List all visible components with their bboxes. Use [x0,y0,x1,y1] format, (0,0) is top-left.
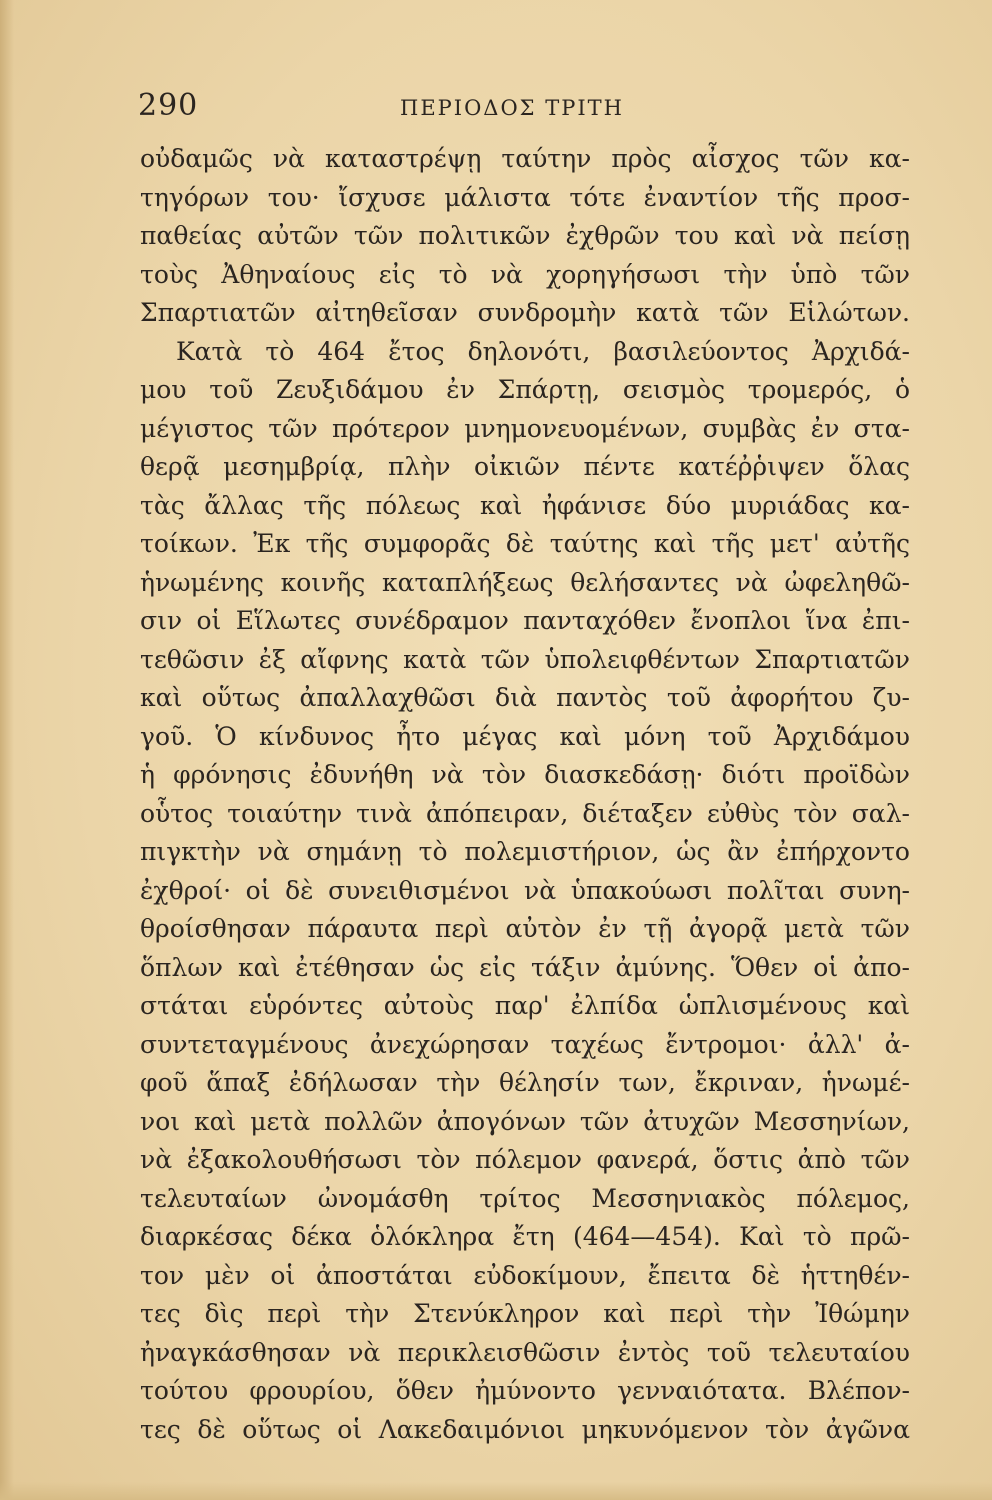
text-line: παθείας αὐτῶν τῶν πολιτικῶν ἐχθρῶν του καὶ νὰ πείσῃ [140,221,910,250]
text-line: οὗτος τοιαύτην τινὰ ἀπόπειραν, διέταξεν εὐθὺς τὸν σαλ- [140,798,910,828]
text-line: τὰς ἄλλας τῆς πόλεως καὶ ἠφάνισε δύο μυριάδας κα- [140,490,910,520]
text-line: μου τοῦ Ζευξιδάμου ἐν Σπάρτῃ, σεισμὸς τρομερός, ὁ [140,375,910,404]
text-line: νοι καὶ μετὰ πολλῶν ἀπογόνων τῶν ἀτυχῶν Μεσσηνίων, [140,1106,910,1136]
text-line: μέγιστος τῶν πρότερον μνημονευομένων, συμβὰς ἐν στα- [140,413,910,443]
text-line: τες δὲ οὕτως οἱ Λακεδαιμόνιοι μηκυνόμενον τὸν ἀγῶνα [140,1414,910,1444]
text-line: καὶ οὕτως ἀπαλλαχθῶσι διὰ παντὸς τοῦ ἀφορήτου ζυ- [140,683,910,712]
page-number: 290 [138,88,199,123]
text-line: Σπαρτιατῶν αἰτηθεῖσαν συνδρομὴν κατὰ τῶν Εἱλώτων. [140,298,910,327]
text-line: οὐδαμῶς νὰ καταστρέψῃ ταύτην πρὸς αἶσχος τῶν κα- [140,144,910,173]
paragraph-start-line: Κατὰ τὸ 464 ἔτος δηλονότι, βασιλεύοντος Ἀρχιδά- [176,336,910,366]
text-line: ὅπλων καὶ ἐτέθησαν ὡς εἰς τάξιν ἀμύνης. Ὅθεν οἱ ἀπο- [140,952,910,982]
text-line: τελευταίων ὠνομάσθη τρίτος Μεσσηνιακὸς πόλεμος, [140,1183,910,1213]
text-line: τηγόρων του· ἴσχυσε μάλιστα τότε ἐναντίον τῆς προσ- [140,182,910,212]
text-line: τεθῶσιν ἐξ αἴφνης κατὰ τῶν ὑπολειφθέντων Σπαρτιατῶν [140,644,910,674]
page-edge-shadow [0,0,14,1500]
text-line: θερᾷ μεσημβρίᾳ, πλὴν οἰκιῶν πέντε κατέῤῥιψεν ὅλας [140,452,910,481]
text-line: νὰ ἐξακολουθήσωσι τὸν πόλεμον φανερά, ὅστις ἀπὸ τῶν [140,1145,910,1174]
text-line: τες δὶς περὶ τὴν Στενύκληρον καὶ περὶ τὴν Ἰθώμην [140,1299,910,1328]
text-line: γοῦ. Ὁ κίνδυνος ἦτο μέγας καὶ μόνη τοῦ Ἀρχιδάμου [140,721,910,751]
running-title: ΠΕΡΙΟΔΟΣ ΤΡΙΤΗ [400,96,624,120]
page-header [138,88,908,128]
text-line: σιν οἱ Εἵλωτες συνέδραμον πανταχόθεν ἔνοπλοι ἵνα ἐπι- [140,606,910,635]
text-line: τον μὲν οἱ ἀποστάται εὐδοκίμουν, ἔπειτα δὲ ἡττηθέν- [140,1260,910,1290]
text-line: ἡ φρόνησις ἐδυνήθη νὰ τὸν διασκεδάσῃ· διότι προϊδὼν [140,760,910,789]
page-bottom-shadow [0,1482,992,1500]
text-line: θροίσθησαν πάραυτα περὶ αὐτὸν ἐν τῇ ἀγορᾷ μετὰ τῶν [140,914,910,943]
text-line: πιγκτὴν νὰ σημάνῃ τὸ πολεμιστήριον, ὡς ἂν ἐπήρχοντο [140,837,910,866]
text-line: τοὺς Ἀθηναίους εἰς τὸ νὰ χορηγήσωσι τὴν ὑπὸ τῶν [140,259,910,289]
text-line: ἠναγκάσθησαν νὰ περικλεισθῶσιν ἐντὸς τοῦ τελευταίου [140,1337,910,1367]
text-line: τοίκων. Ἐκ τῆς συμφορᾶς δὲ ταύτης καὶ τῆς μετ' αὐτῆς [140,529,910,558]
body-text [140,140,910,1449]
text-line: ἐχθροί· οἱ δὲ συνειθισμένοι νὰ ὑπακούωσι πολῖται συνη- [140,875,910,905]
text-line: φοῦ ἅπαξ ἐδήλωσαν τὴν θέλησίν των, ἔκριναν, ἡνωμέ- [140,1068,910,1097]
text-line: ἡνωμένης κοινῆς καταπλήξεως θελήσαντες νὰ ὠφεληθῶ- [140,567,910,597]
text-line: συντεταγμένους ἀνεχώρησαν ταχέως ἔντρομοι· ἀλλ' ἀ- [140,1029,910,1059]
text-line: τούτου φρουρίου, ὅθεν ἠμύνοντο γενναιότατα. Βλέπον- [140,1376,910,1405]
text-line: διαρκέσας δέκα ὁλόκληρα ἔτη (464—454). Καὶ τὸ πρῶ- [140,1222,910,1251]
text-line: στάται εὑρόντες αὐτοὺς παρ' ἐλπίδα ὡπλισμένους καὶ [140,991,910,1020]
